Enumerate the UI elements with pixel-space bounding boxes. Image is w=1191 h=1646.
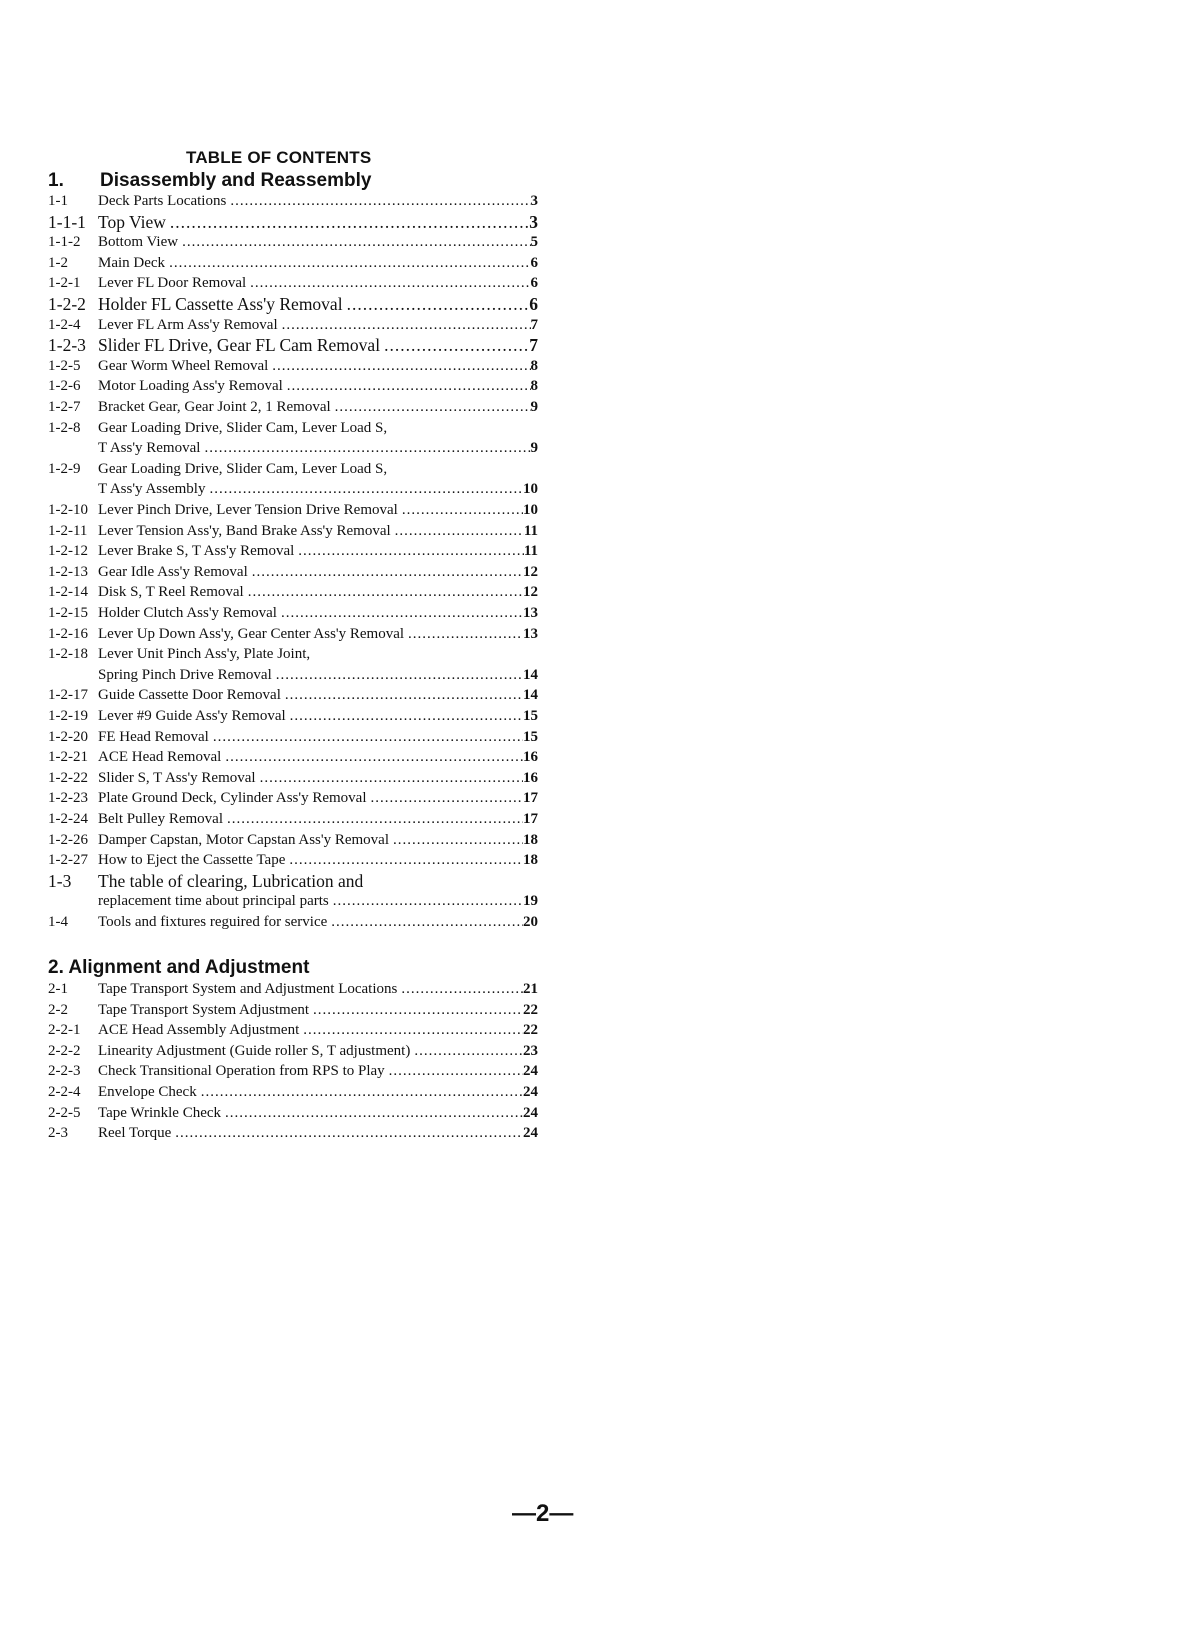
toc-entry-number: 1-4 xyxy=(48,914,68,930)
toc-entry xyxy=(48,1020,538,1041)
toc-entry xyxy=(48,376,538,397)
toc-entry xyxy=(48,294,538,315)
dot-leader xyxy=(391,521,524,542)
dot-leader xyxy=(248,562,523,583)
toc-entry-number: 1-2-20 xyxy=(48,728,88,745)
toc-entry-page: 6 xyxy=(530,254,538,271)
toc-entry-number: 2-3 xyxy=(48,1125,68,1142)
toc-entry-page: 21 xyxy=(523,981,538,997)
toc-entry-title: Main Deck xyxy=(98,254,166,271)
toc-entry-page: 14 xyxy=(523,666,538,683)
toc-entry-number: 2-2-2 xyxy=(48,1042,81,1059)
section-1-title: Disassembly and Reassembly xyxy=(100,170,372,191)
toc-entry-number: 1-2-27 xyxy=(48,852,88,869)
toc-entry xyxy=(48,418,538,439)
toc-entry-title: Tape Transport System and Adjustment Locations xyxy=(98,981,398,997)
dot-leader xyxy=(387,459,538,480)
toc-entry-title: The table of clearing, Lubrication and xyxy=(98,870,364,891)
dot-leader xyxy=(331,397,531,418)
toc-entry-page: 24 xyxy=(523,1104,538,1121)
toc-entry-title: Reel Torque xyxy=(98,1125,172,1142)
toc-entry-title: ACE Head Assembly Adjustment xyxy=(98,1022,300,1039)
toc-entry-title: Plate Ground Deck, Cylinder Ass'y Removal xyxy=(98,790,367,807)
toc-entry-page: 15 xyxy=(523,708,538,724)
toc-entry-page: 19 xyxy=(523,893,538,910)
toc-entry xyxy=(48,727,538,748)
dot-leader xyxy=(166,212,529,233)
toc-entry-title: Gear Worm Wheel Removal xyxy=(98,357,269,374)
toc-entry-page: 10 xyxy=(523,481,538,498)
toc-entry xyxy=(48,979,538,1000)
toc-entry-page: 13 xyxy=(523,605,538,621)
toc-entry-page: 7 xyxy=(529,335,538,356)
dot-leader xyxy=(283,376,531,397)
toc-entry xyxy=(48,1103,538,1124)
dot-leader xyxy=(367,788,524,809)
dot-leader xyxy=(363,871,538,892)
toc-entry-page: 17 xyxy=(523,811,538,827)
toc-entry xyxy=(48,356,538,377)
dot-leader xyxy=(281,685,523,706)
toc-entry-page: 7 xyxy=(530,316,538,333)
toc-entry-page: 14 xyxy=(523,687,538,704)
toc-entry-number: 1-2-11 xyxy=(48,522,88,539)
toc-entry-number: 1-2-7 xyxy=(48,399,81,415)
toc-entry-title: Envelope Check xyxy=(98,1084,197,1100)
toc-entry xyxy=(48,521,538,542)
dot-leader xyxy=(277,603,523,624)
toc-entry-number: 1-2-14 xyxy=(48,584,88,601)
toc-entry xyxy=(48,665,538,686)
toc-entry-number: 1-2-19 xyxy=(48,708,88,724)
toc-entry-title: FE Head Removal xyxy=(98,728,209,745)
toc-entry-number: 1-2-2 xyxy=(48,294,86,314)
toc-entry-number: 1-2-4 xyxy=(48,316,81,333)
toc-entry xyxy=(48,706,538,727)
dot-leader xyxy=(268,356,530,377)
toc-entry xyxy=(48,891,538,912)
toc-entry-page: 9 xyxy=(530,399,538,415)
toc-entry-title: Check Transitional Operation from RPS to Play xyxy=(98,1063,385,1080)
dot-leader xyxy=(343,294,530,315)
page-number: —2— xyxy=(512,1500,574,1527)
toc-entry xyxy=(48,479,538,500)
toc-entry-title: Lever Unit Pinch Ass'y, Plate Joint, xyxy=(98,646,311,663)
dot-leader xyxy=(404,624,523,645)
toc-entry-page: 5 xyxy=(530,234,538,251)
dot-leader xyxy=(209,727,523,748)
toc-entry-number: 2-2-5 xyxy=(48,1104,81,1121)
toc-entry-page: 8 xyxy=(530,357,538,374)
toc-entry xyxy=(48,644,538,665)
toc-entry-number: 1-1-2 xyxy=(48,234,81,251)
toc-entry-title: Bottom View xyxy=(98,234,179,251)
dot-leader xyxy=(385,1061,523,1082)
dot-leader xyxy=(223,809,523,830)
toc-entry-number: 2-2 xyxy=(48,1001,68,1018)
toc-entry-number: 2-1 xyxy=(48,981,68,997)
toc-entry-page: 22 xyxy=(523,1022,538,1039)
dot-leader xyxy=(310,644,538,665)
toc-entry-number: 1-2-8 xyxy=(48,419,81,436)
toc-entry-title: Lever FL Arm Ass'y Removal xyxy=(98,316,278,333)
toc-title: TABLE OF CONTENTS xyxy=(186,148,372,167)
toc-entry-page: 20 xyxy=(523,914,538,930)
toc-entry-number: 1-2-21 xyxy=(48,749,88,766)
toc-entry-number: 1-2-23 xyxy=(48,790,88,807)
toc-entry-title: Spring Pinch Drive Removal xyxy=(98,666,272,683)
toc-entry-number: 1-2-18 xyxy=(48,646,88,663)
toc-entry-title: Damper Capstan, Motor Capstan Ass'y Removal xyxy=(98,831,389,848)
toc-entry-title: Tools and fixtures reguired for service xyxy=(98,914,328,930)
toc-entry-page: 6 xyxy=(530,275,538,292)
toc-entry-page: 16 xyxy=(523,749,538,766)
toc-entry-number: 2-2-4 xyxy=(48,1084,81,1100)
toc-entry xyxy=(48,788,538,809)
toc-entry-number: 1-2-13 xyxy=(48,563,88,580)
toc-entry-number: 1-1 xyxy=(48,193,68,209)
toc-entry-page: 10 xyxy=(523,502,538,518)
toc-entry xyxy=(48,500,538,521)
toc-entry xyxy=(48,253,538,274)
toc-entry-page: 12 xyxy=(523,563,538,580)
dot-leader xyxy=(178,232,530,253)
toc-entry-title: Slider FL Drive, Gear FL Cam Removal xyxy=(98,335,381,356)
toc-entry-page: 13 xyxy=(523,625,538,642)
toc-entry-title: Top View xyxy=(98,211,166,232)
toc-entry xyxy=(48,850,538,871)
dot-leader xyxy=(286,706,523,727)
toc-entry xyxy=(48,582,538,603)
toc-entry-page: 6 xyxy=(529,294,538,314)
toc-entry xyxy=(48,212,538,233)
dot-leader xyxy=(256,768,523,789)
section-2-heading: 2. Alignment and Adjustment xyxy=(48,957,310,978)
toc-entry-number: 1-2-24 xyxy=(48,811,88,827)
toc-entry-number: 1-2-15 xyxy=(48,605,88,621)
toc-entry-title: How to Eject the Cassette Tape xyxy=(98,852,286,869)
toc-entry-page: 3 xyxy=(529,211,538,232)
toc-entry-title: replacement time about principal parts xyxy=(98,893,329,910)
toc-entry-page: 16 xyxy=(523,769,538,786)
toc-entry-page: 18 xyxy=(523,831,538,848)
section-1-heading xyxy=(48,170,371,192)
toc-entry-title: Holder Clutch Ass'y Removal xyxy=(98,605,277,621)
toc-entry xyxy=(48,912,538,933)
toc-entry-title: T Ass'y Removal xyxy=(98,440,201,457)
toc-entry-page: 24 xyxy=(523,1125,538,1142)
toc-entry-title: Gear Loading Drive, Slider Cam, Lever Load S, xyxy=(98,419,388,436)
dot-leader xyxy=(205,479,523,500)
toc-entry-title: Linearity Adjustment (Guide roller S, T adjustment) xyxy=(98,1042,411,1059)
dot-leader xyxy=(329,891,523,912)
toc-entry xyxy=(48,1061,538,1082)
toc-entry xyxy=(48,809,538,830)
dot-leader xyxy=(278,315,531,336)
toc-entry xyxy=(48,624,538,645)
toc-entry-page: 24 xyxy=(523,1063,538,1080)
toc-entry-page: 22 xyxy=(523,1001,538,1018)
toc-entry-page: 15 xyxy=(523,728,538,745)
toc-entry-number: 1-2-3 xyxy=(48,335,86,356)
toc-entry-page: 17 xyxy=(523,790,538,807)
dot-leader xyxy=(410,1041,523,1062)
toc-entry-number: 1-2-17 xyxy=(48,687,88,704)
toc-entry xyxy=(48,438,538,459)
toc-entry xyxy=(48,541,538,562)
toc-entry-page: 11 xyxy=(523,543,538,560)
toc-entry xyxy=(48,1123,538,1144)
toc-entry-title: Guide Cassette Door Removal xyxy=(98,687,281,704)
dot-leader xyxy=(327,912,523,933)
toc-entry-title: Gear Loading Drive, Slider Cam, Lever Load S, xyxy=(98,460,388,477)
toc-entry-page: 8 xyxy=(530,378,538,395)
toc-entry-number: 1-2-12 xyxy=(48,543,88,560)
toc-entry-number: 1-2-10 xyxy=(48,502,88,518)
toc-entry-title: T Ass'y Assembly xyxy=(98,481,206,498)
dot-leader xyxy=(171,1123,523,1144)
toc-entry-title: Deck Parts Locations xyxy=(98,193,227,209)
toc-entry-title: Lever Pinch Drive, Lever Tension Drive Removal xyxy=(98,502,398,518)
toc-entry-title: Holder FL Cassette Ass'y Removal xyxy=(98,294,343,314)
dot-leader xyxy=(200,438,530,459)
toc-entry-page: 18 xyxy=(523,852,538,869)
toc-entry xyxy=(48,1082,538,1103)
toc-entry xyxy=(48,603,538,624)
dot-leader xyxy=(389,830,523,851)
toc-entry-number: 1-2 xyxy=(48,254,68,271)
toc-entry-page: 23 xyxy=(523,1042,538,1059)
toc-entry-title: Tape Transport System Adjustment xyxy=(98,1001,310,1018)
toc-entry xyxy=(48,871,538,892)
toc-entry-title: Lever #9 Guide Ass'y Removal xyxy=(98,708,286,724)
toc-entry xyxy=(48,232,538,253)
toc-entry-title: Bracket Gear, Gear Joint 2, 1 Removal xyxy=(98,399,331,415)
toc-entry-number: 1-3 xyxy=(48,870,72,891)
toc-entry-number: 2-2-1 xyxy=(48,1022,81,1039)
toc-entry-page: 12 xyxy=(523,584,538,601)
toc-entry-title: Gear Idle Ass'y Removal xyxy=(98,563,248,580)
toc-entry-number: 1-2-26 xyxy=(48,831,88,848)
toc-entry-title: Lever Up Down Ass'y, Gear Center Ass'y Removal xyxy=(98,625,405,642)
toc-entry xyxy=(48,459,538,480)
dot-leader xyxy=(221,747,523,768)
toc-entry-title: Lever FL Door Removal xyxy=(98,275,247,292)
toc-entry xyxy=(48,315,538,336)
toc-entry xyxy=(48,335,538,356)
toc-entry-number: 1-2-9 xyxy=(48,460,81,477)
toc-entry xyxy=(48,1000,538,1021)
toc-entry-title: ACE Head Removal xyxy=(98,749,222,766)
toc-entry-title: Lever Tension Ass'y, Band Brake Ass'y Removal xyxy=(98,522,391,539)
toc-entry-page: 3 xyxy=(530,193,538,209)
toc-entry-number: 1-2-6 xyxy=(48,378,81,395)
toc-entry-title: Disk S, T Reel Removal xyxy=(98,584,244,601)
dot-leader xyxy=(294,541,524,562)
dot-leader xyxy=(272,665,523,686)
toc-entry xyxy=(48,273,538,294)
dot-leader xyxy=(380,335,529,356)
toc-entry-number: 1-2-1 xyxy=(48,275,81,292)
toc-entry xyxy=(48,191,538,212)
dot-leader xyxy=(226,191,530,212)
dot-leader xyxy=(246,273,530,294)
dot-leader xyxy=(387,418,538,439)
dot-leader xyxy=(397,979,523,1000)
toc-entry xyxy=(48,397,538,418)
toc-entry-page: 9 xyxy=(530,440,538,457)
dot-leader xyxy=(165,253,530,274)
toc-entry-title: Tape Wrinkle Check xyxy=(98,1104,222,1121)
toc-entry-title: Slider S, T Ass'y Removal xyxy=(98,769,256,786)
dot-leader xyxy=(299,1020,523,1041)
toc-entry-title: Motor Loading Ass'y Removal xyxy=(98,378,283,395)
toc-entry xyxy=(48,768,538,789)
toc-entry xyxy=(48,830,538,851)
dot-leader xyxy=(197,1082,523,1103)
dot-leader xyxy=(244,582,523,603)
toc-entry-title: Lever Brake S, T Ass'y Removal xyxy=(98,543,295,560)
toc-entry xyxy=(48,1041,538,1062)
toc-entry-number: 1-1-1 xyxy=(48,211,86,232)
toc-entry-number: 1-2-5 xyxy=(48,357,81,374)
toc-entry-number: 2-2-3 xyxy=(48,1063,81,1080)
dot-leader xyxy=(309,1000,523,1021)
toc-entry xyxy=(48,747,538,768)
toc-entry-number: 1-2-22 xyxy=(48,769,88,786)
toc-entry-page: 11 xyxy=(523,522,538,539)
section-1-number: 1. xyxy=(48,170,64,191)
dot-leader xyxy=(221,1103,523,1124)
toc-entry-title: Belt Pulley Removal xyxy=(98,811,223,827)
dot-leader xyxy=(398,500,523,521)
toc-entry xyxy=(48,562,538,583)
dot-leader xyxy=(285,850,523,871)
toc-entry-page: 24 xyxy=(523,1084,538,1100)
toc-entry xyxy=(48,685,538,706)
toc-entry-number: 1-2-16 xyxy=(48,625,88,642)
